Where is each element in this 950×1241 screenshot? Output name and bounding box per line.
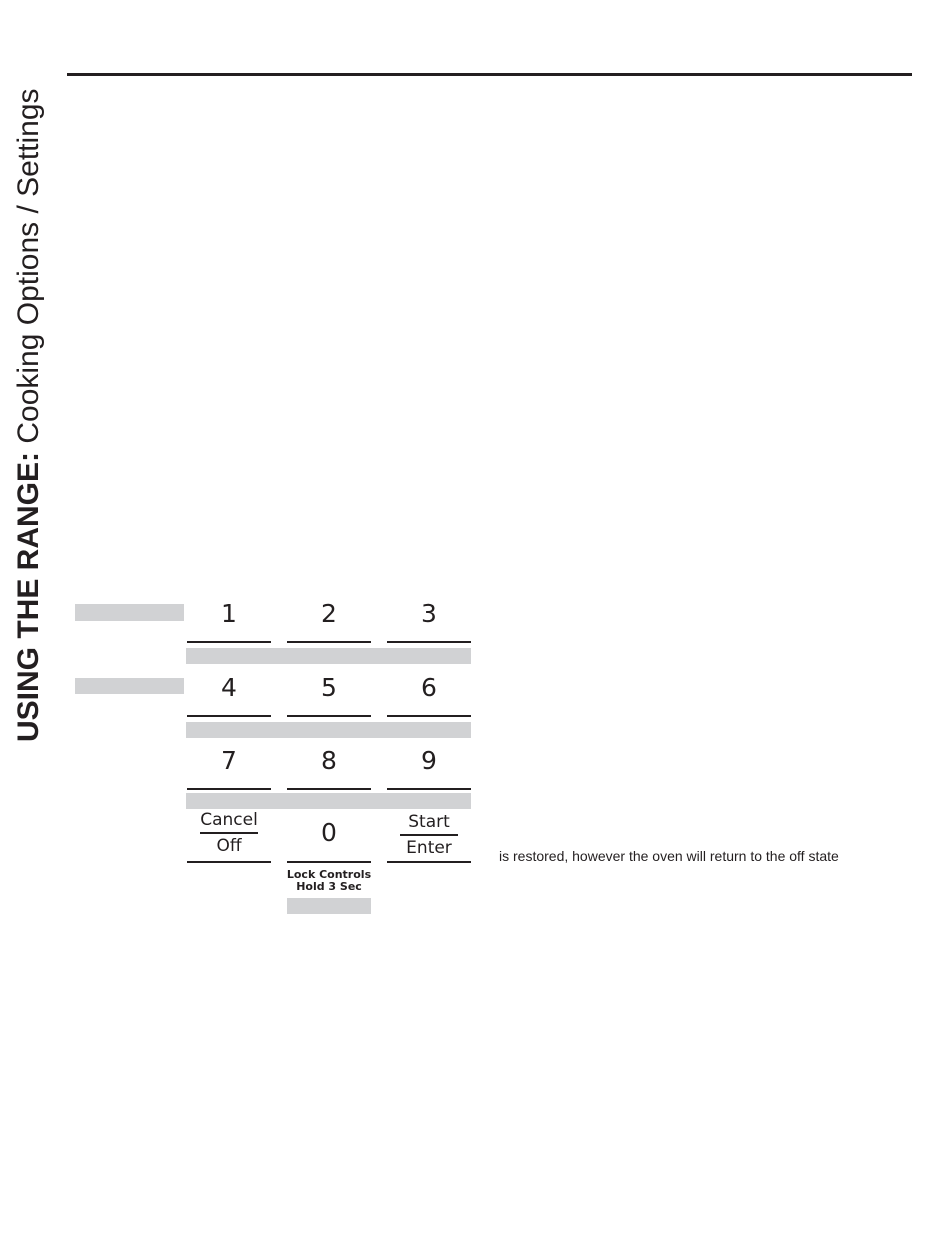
key-label: 8 [321,746,337,775]
key-underline [187,715,271,717]
key-underline [187,861,271,863]
keypad-key-cancel-off[interactable] [187,810,271,864]
section-title [13,88,45,742]
key-label: 6 [421,673,437,702]
section-title-bold: USING THE RANGE: [12,451,45,742]
key-underline [287,861,371,863]
keypad-key-6[interactable] [387,673,471,703]
key-label: 4 [221,673,237,702]
redacted-block [287,898,371,914]
key-underline [287,715,371,717]
header-rule [67,73,912,76]
redacted-block [186,722,471,738]
key-underline [187,641,271,643]
key-label: 9 [421,746,437,775]
keypad-key-9[interactable] [387,746,471,776]
key-underline [387,788,471,790]
keypad-key-2[interactable] [287,599,371,629]
redacted-block [75,678,184,694]
key-label: 5 [321,673,337,702]
cancel-label: Cancel [200,810,258,830]
keypad-key-4[interactable] [187,673,271,703]
key-label: 7 [221,746,237,775]
key-underline [287,788,371,790]
key-underline [387,641,471,643]
lock-controls-line: Lock Controls [286,868,372,881]
key-divider [200,832,258,834]
keypad-key-start-enter[interactable] [387,812,471,864]
body-text: is restored, however the oven will return to the off state [499,848,839,864]
section-title-light: Cooking Options / Settings [12,88,45,452]
keypad-key-0[interactable] [287,818,371,848]
key-underline [387,861,471,863]
keypad-key-8[interactable] [287,746,371,776]
keypad-key-3[interactable] [387,599,471,629]
hold-3-sec-line: Hold 3 Sec [296,880,362,893]
redacted-block [75,604,184,621]
enter-label: Enter [406,838,452,858]
key-label: 3 [421,599,437,628]
lock-controls-label [279,869,379,893]
key-underline [287,641,371,643]
keypad-key-5[interactable] [287,673,371,703]
redacted-block [186,793,471,809]
key-underline [387,715,471,717]
key-label: 2 [321,599,337,628]
start-label: Start [408,812,450,832]
key-label: 1 [221,599,237,628]
key-underline [187,788,271,790]
keypad-key-1[interactable] [187,599,271,629]
redacted-block [186,648,471,664]
keypad-key-7[interactable] [187,746,271,776]
key-divider [400,834,458,836]
off-label: Off [216,836,242,856]
key-label: 0 [321,818,337,847]
